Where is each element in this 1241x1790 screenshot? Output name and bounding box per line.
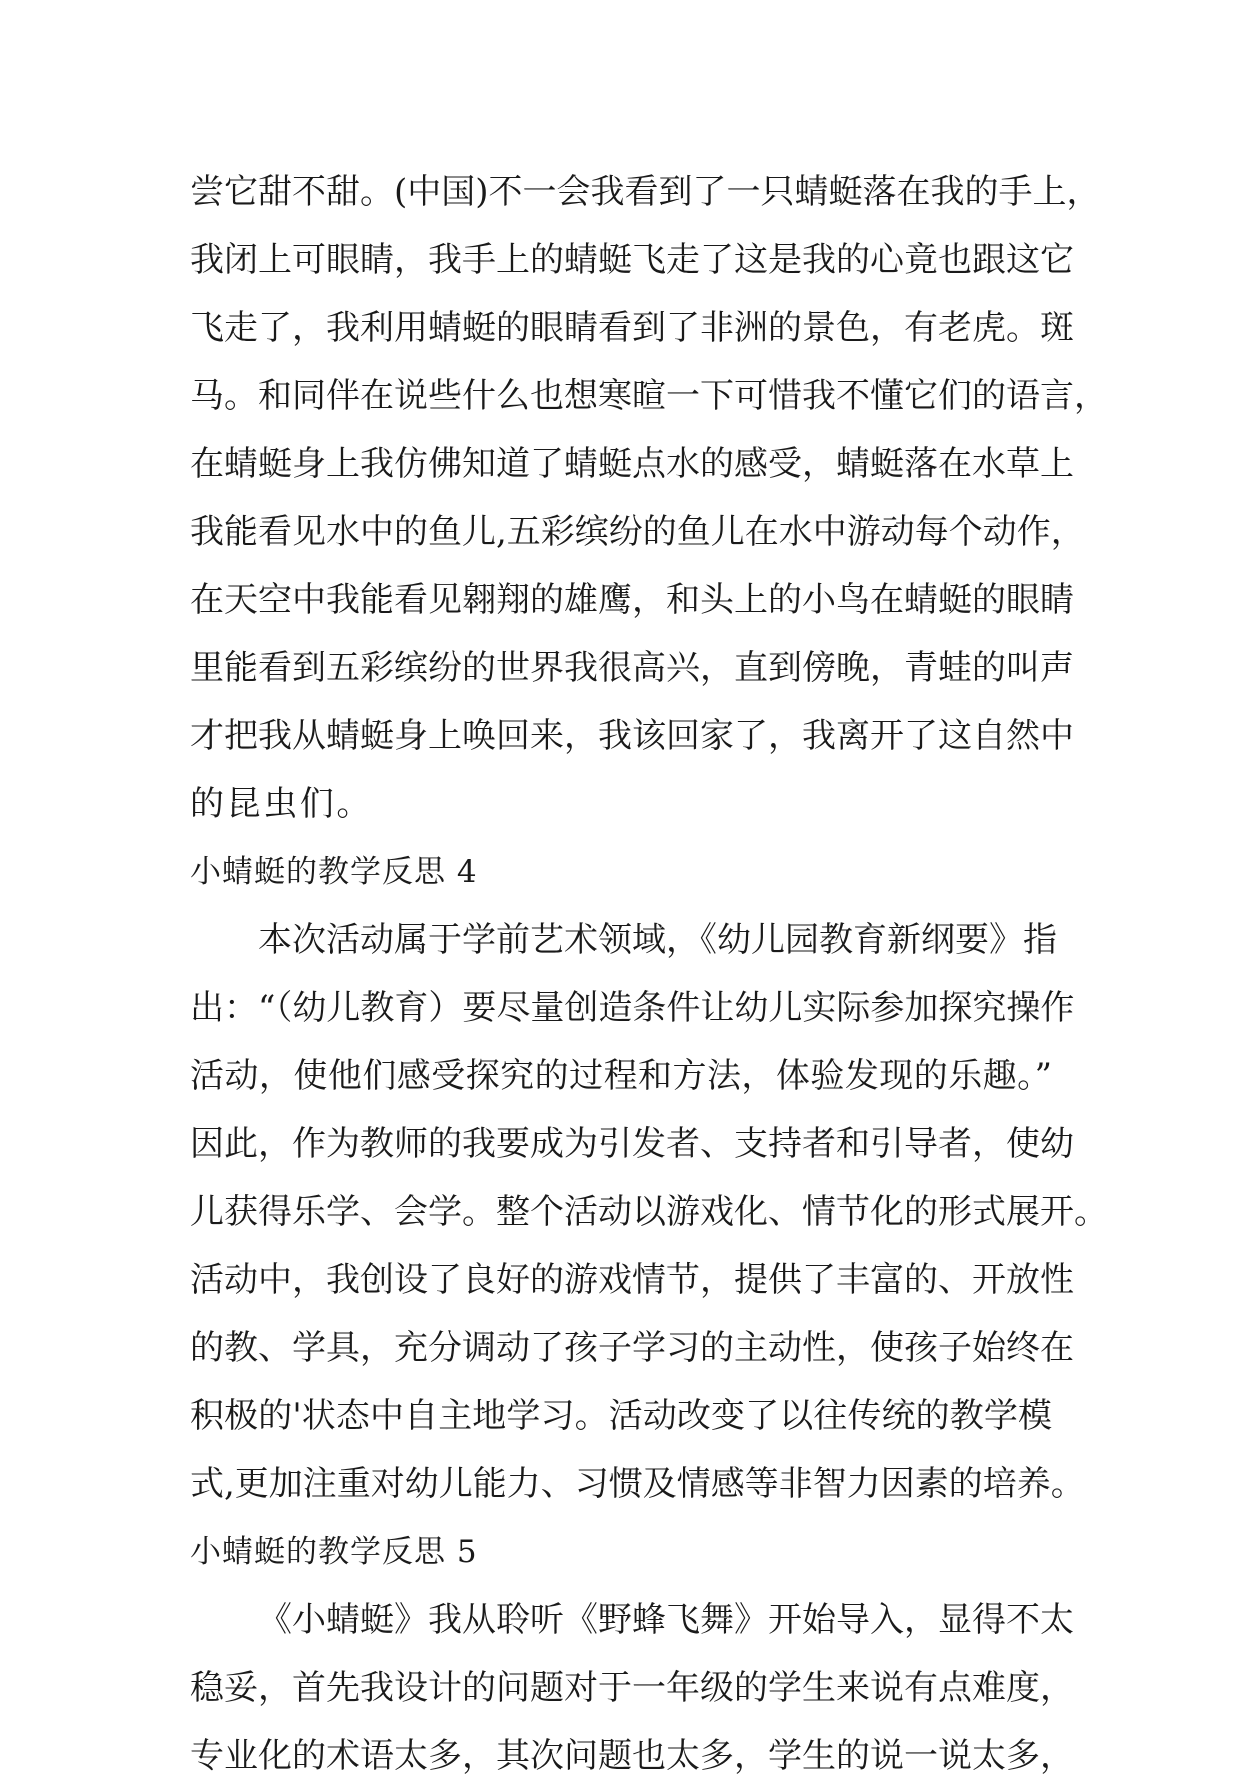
text-line: 出：“（幼儿教育）要尽量创造条件让幼儿实际参加探究操作 <box>190 988 1075 1028</box>
text-line: 我能看见水中的鱼儿,五彩缤纷的鱼儿在水中游动每个动作， <box>190 512 1085 552</box>
text-line: 因此，作为教师的我要成为引发者、支持者和引导者，使幼 <box>190 1124 1074 1164</box>
text-line: 本次活动属于学前艺术领域，《幼儿园教育新纲要》指 <box>258 920 1057 960</box>
text-line: 稳妥，首先我设计的问题对于一年级的学生来说有点难度， <box>190 1668 1074 1708</box>
text-line: 飞走了，我利用蜻蜓的眼睛看到了非洲的景色，有老虎。斑 <box>190 308 1074 348</box>
text-line: 式,更加注重对幼儿能力、习惯及情感等非智力因素的培养。 <box>190 1464 1085 1504</box>
text-line: 儿获得乐学、会学。整个活动以游戏化、情节化的形式展开。 <box>190 1192 1108 1232</box>
text-line: 积极的'状态中自主地学习。活动改变了以往传统的教学模 <box>190 1396 1052 1436</box>
text-line: 活动，使他们感受探究的过程和方法，体验发现的乐趣。” <box>190 1056 1052 1096</box>
text-line: 的昆虫们。 <box>190 784 373 824</box>
text-line: 活动中，我创设了良好的游戏情节，提供了丰富的、开放性 <box>190 1260 1074 1300</box>
section-heading: 小蜻蜓的教学反思 5 <box>190 1534 478 1570</box>
section-heading: 小蜻蜓的教学反思 4 <box>190 854 478 890</box>
text-line: 在蜻蜓身上我仿佛知道了蜻蜓点水的感受，蜻蜓落在水草上 <box>190 444 1074 484</box>
document-body <box>190 158 1108 1790</box>
text-line: 的教、学具，充分调动了孩子学习的主动性，使孩子始终在 <box>190 1328 1074 1368</box>
text-line: 尝它甜不甜。(中国)不一会我看到了一只蜻蜓落在我的手上， <box>190 172 1101 212</box>
text-line: 里能看到五彩缤纷的世界我很高兴，直到傍晚，青蛙的叫声 <box>190 648 1074 688</box>
section-4-paragraph <box>190 906 1108 1518</box>
text-line: 在天空中我能看见翱翔的雄鹰，和头上的小鸟在蜻蜓的眼睛 <box>190 580 1074 620</box>
text-line: 《小蜻蜓》我从聆听《野蜂飞舞》开始导入，显得不太 <box>258 1600 1074 1640</box>
paragraph-continued <box>190 158 1108 838</box>
text-line: 专业化的术语太多，其次问题也太多，学生的说一说太多， <box>190 1736 1074 1776</box>
text-line: 才把我从蜻蜓身上唤回来，我该回家了，我离开了这自然中 <box>190 716 1074 756</box>
section-5-paragraph <box>190 1586 1074 1790</box>
text-line: 我闭上可眼睛，我手上的蜻蜓飞走了这是我的心竟也跟这它 <box>190 240 1074 280</box>
text-line: 马。和同伴在说些什么也想寒暄一下可惜我不懂它们的语言， <box>190 376 1108 416</box>
